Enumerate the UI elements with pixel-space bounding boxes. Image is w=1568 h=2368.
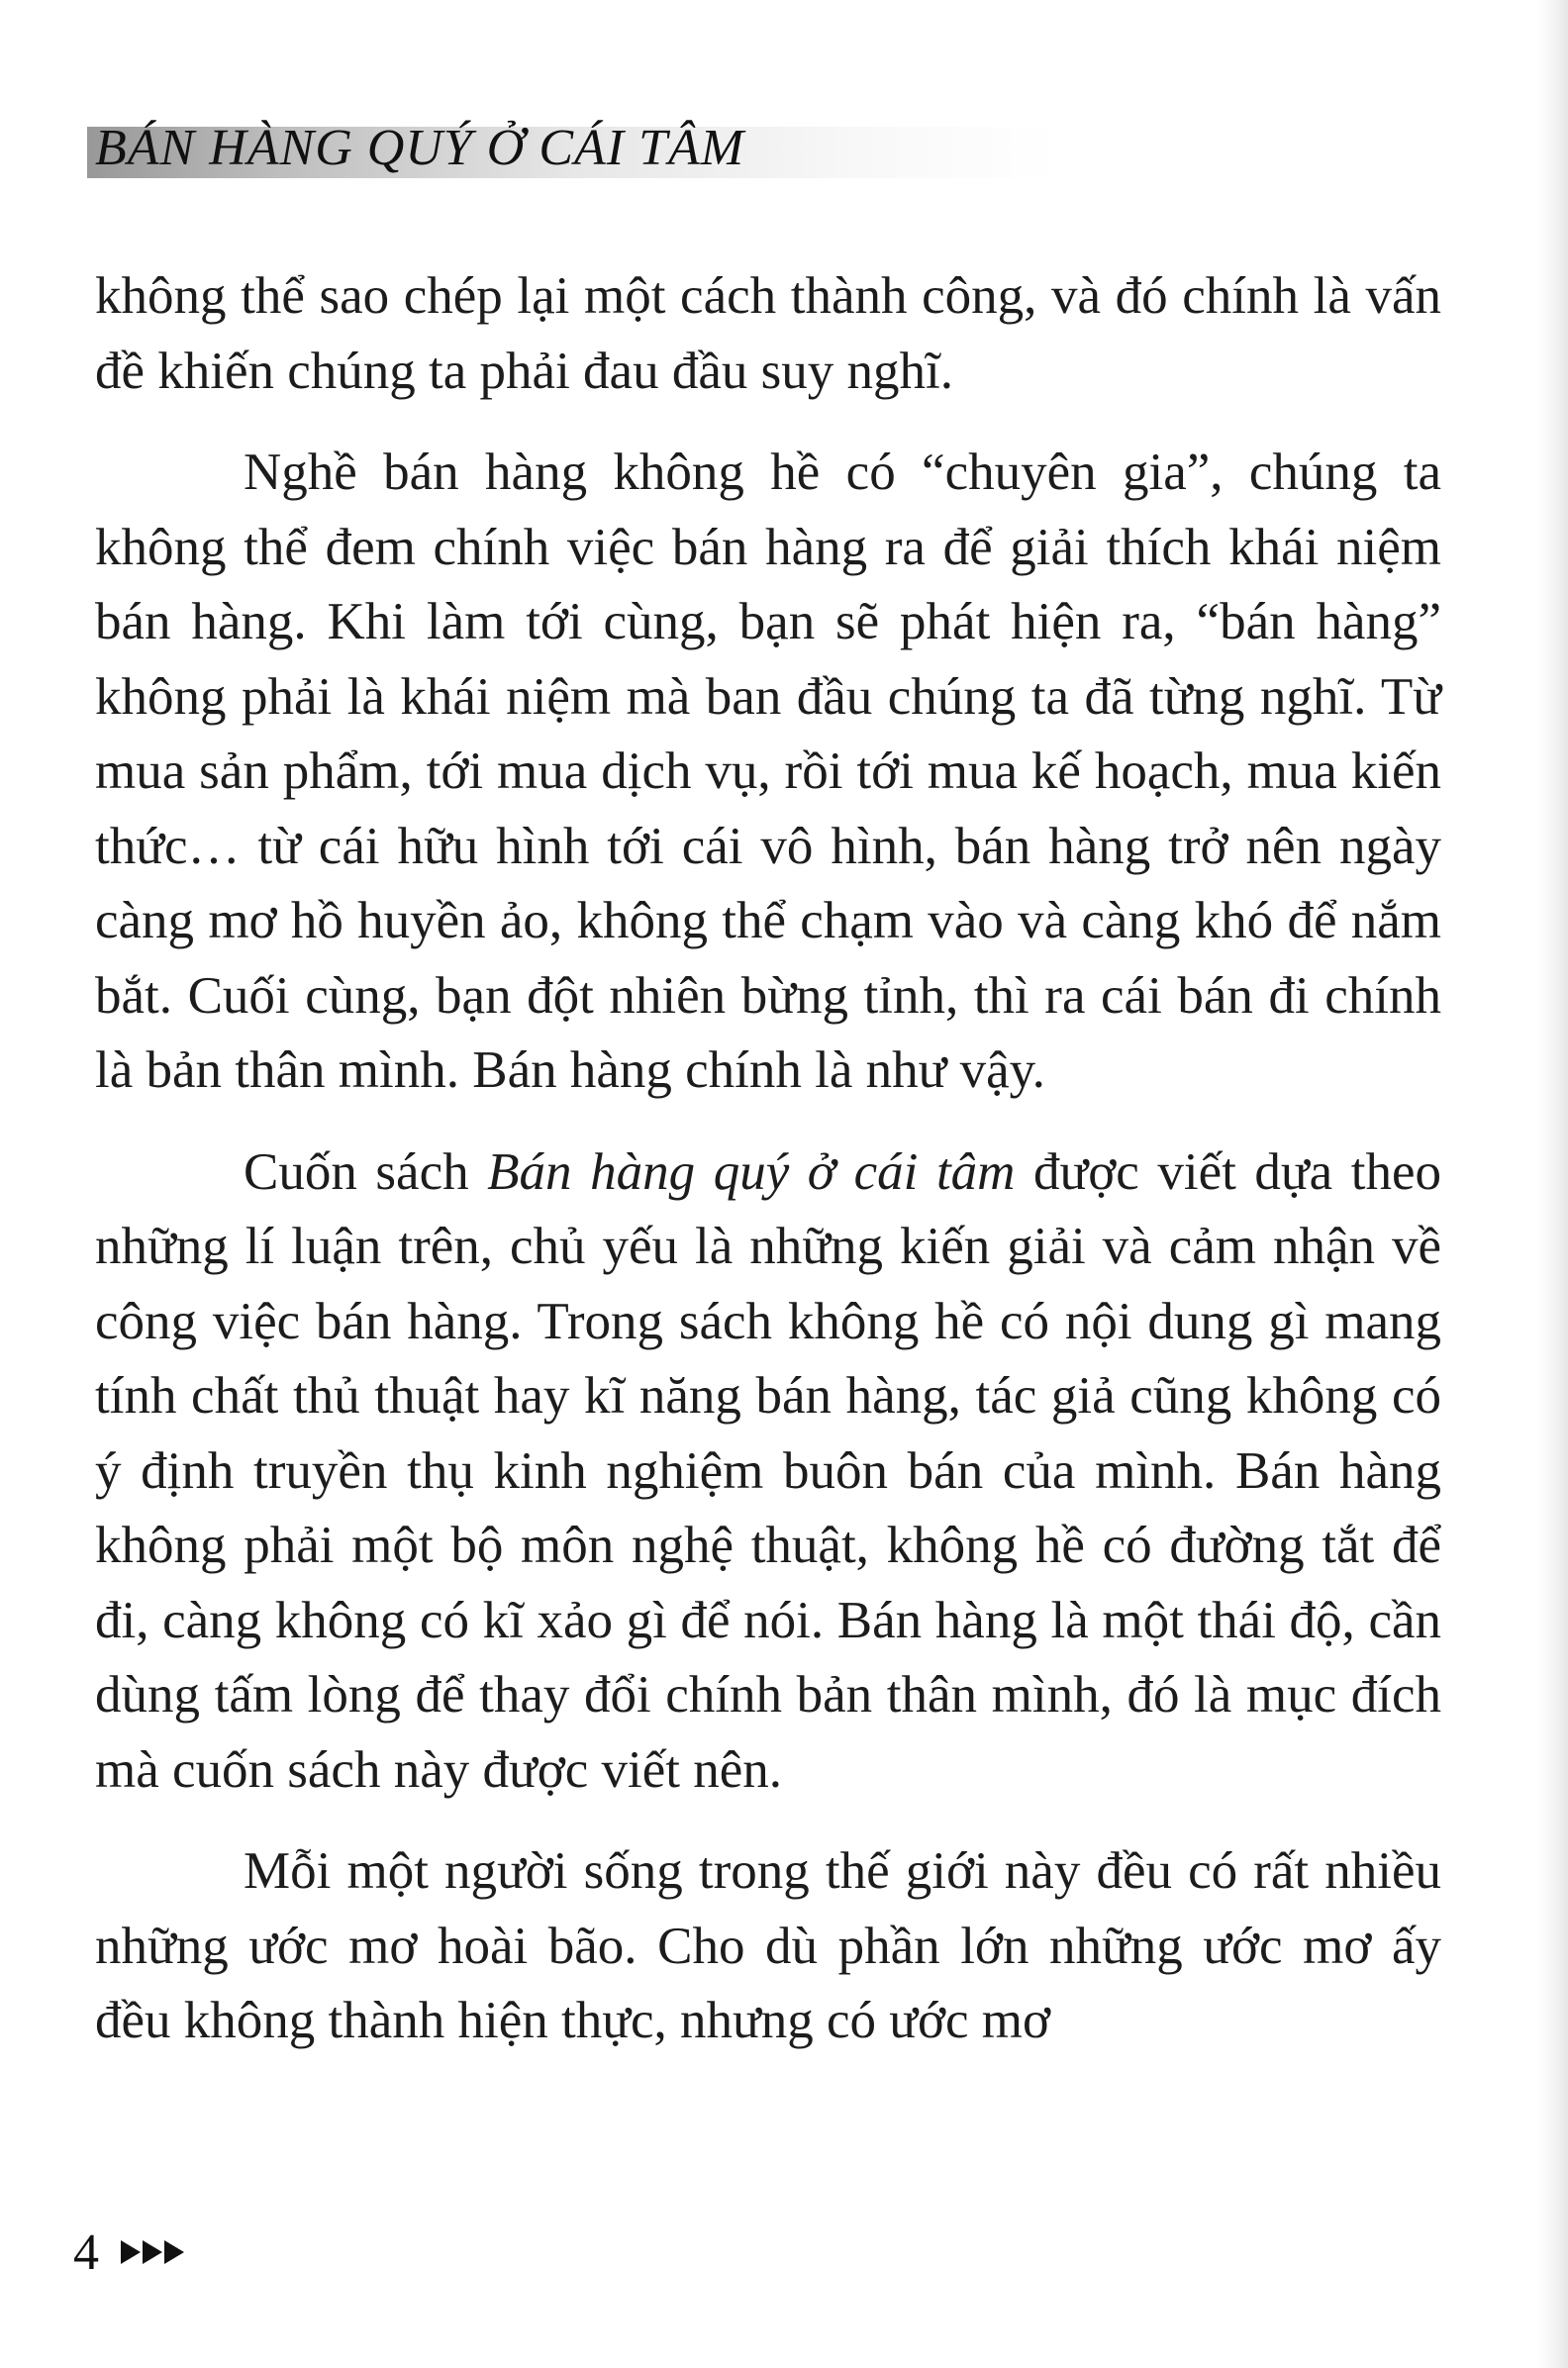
paragraph-3-rest: được viết dựa theo những lí luận trên, chủ yếu là những kiến giải và cảm nhận về công việc bán hàng. Trong sách không hề có nội dung gì mang tính chất thủ thuật hay kĩ năng bán hàng, tác giả cũng không có ý định truyền thụ kinh nghiệm buôn bán của mình. Bán hàng không phải một bộ môn nghệ thuật, không hề có đường tắt để đi, càng không có kĩ xảo gì để nói. Bán hàng là một thái độ, cần dùng tấm lòng để thay đổi chính bản thân mình, đó là mục đích mà cuốn sách này được viết nên.: [95, 1142, 1442, 1799]
body-text: [95, 259, 1441, 2059]
running-title: BÁN HÀNG QUÝ Ở CÁI TÂM: [95, 120, 745, 176]
triple-right-arrow-icon: [121, 2237, 186, 2267]
page-number: 4: [73, 2223, 99, 2281]
paragraph-4: Mỗi một người sống trong thế giới này đều có rất nhiều những ước mơ hoài bão. Cho dù phần lớn những ước mơ ấy đều không thành hiện thực, nhưng có ước mơ: [95, 1842, 1441, 2049]
page-footer: [73, 2218, 186, 2287]
paragraph-3: [95, 1135, 1441, 1809]
paragraph-3-lead: Cuốn sách: [244, 1142, 488, 1201]
book-title: Bán hàng quý ở cái tâm: [487, 1142, 1016, 1201]
running-header: [87, 117, 1077, 184]
paragraph-2: Nghề bán hàng không hề có “chuyên gia”, chúng ta không thể đem chính việc bán hàng ra để giải thích khái niệm bán hàng. Khi làm tới cùng, bạn sẽ phát hiện ra, “bán hàng” không phải là khái niệm mà ban đầu chúng ta đã từng nghĩ. Từ mua sản phẩm, tới mua dịch vụ, rồi tới mua kế hoạch, mua kiến thức… từ cái hữu hình tới cái vô hình, bán hàng trở nên ngày càng mơ hồ huyền ảo, không thể chạm vào và càng khó để nắm bắt. Cuối cùng, bạn đột nhiên bừng tỉnh, thì ra cái bán đi chính là bản thân mình. Bán hàng chính là như vậy.: [95, 444, 1441, 1099]
paragraph-1: không thể sao chép lại một cách thành công, và đó chính là vấn đề khiến chúng ta phải đau đầu suy nghĩ.: [95, 267, 1441, 400]
page-edge-shadow: [1538, 0, 1568, 2368]
